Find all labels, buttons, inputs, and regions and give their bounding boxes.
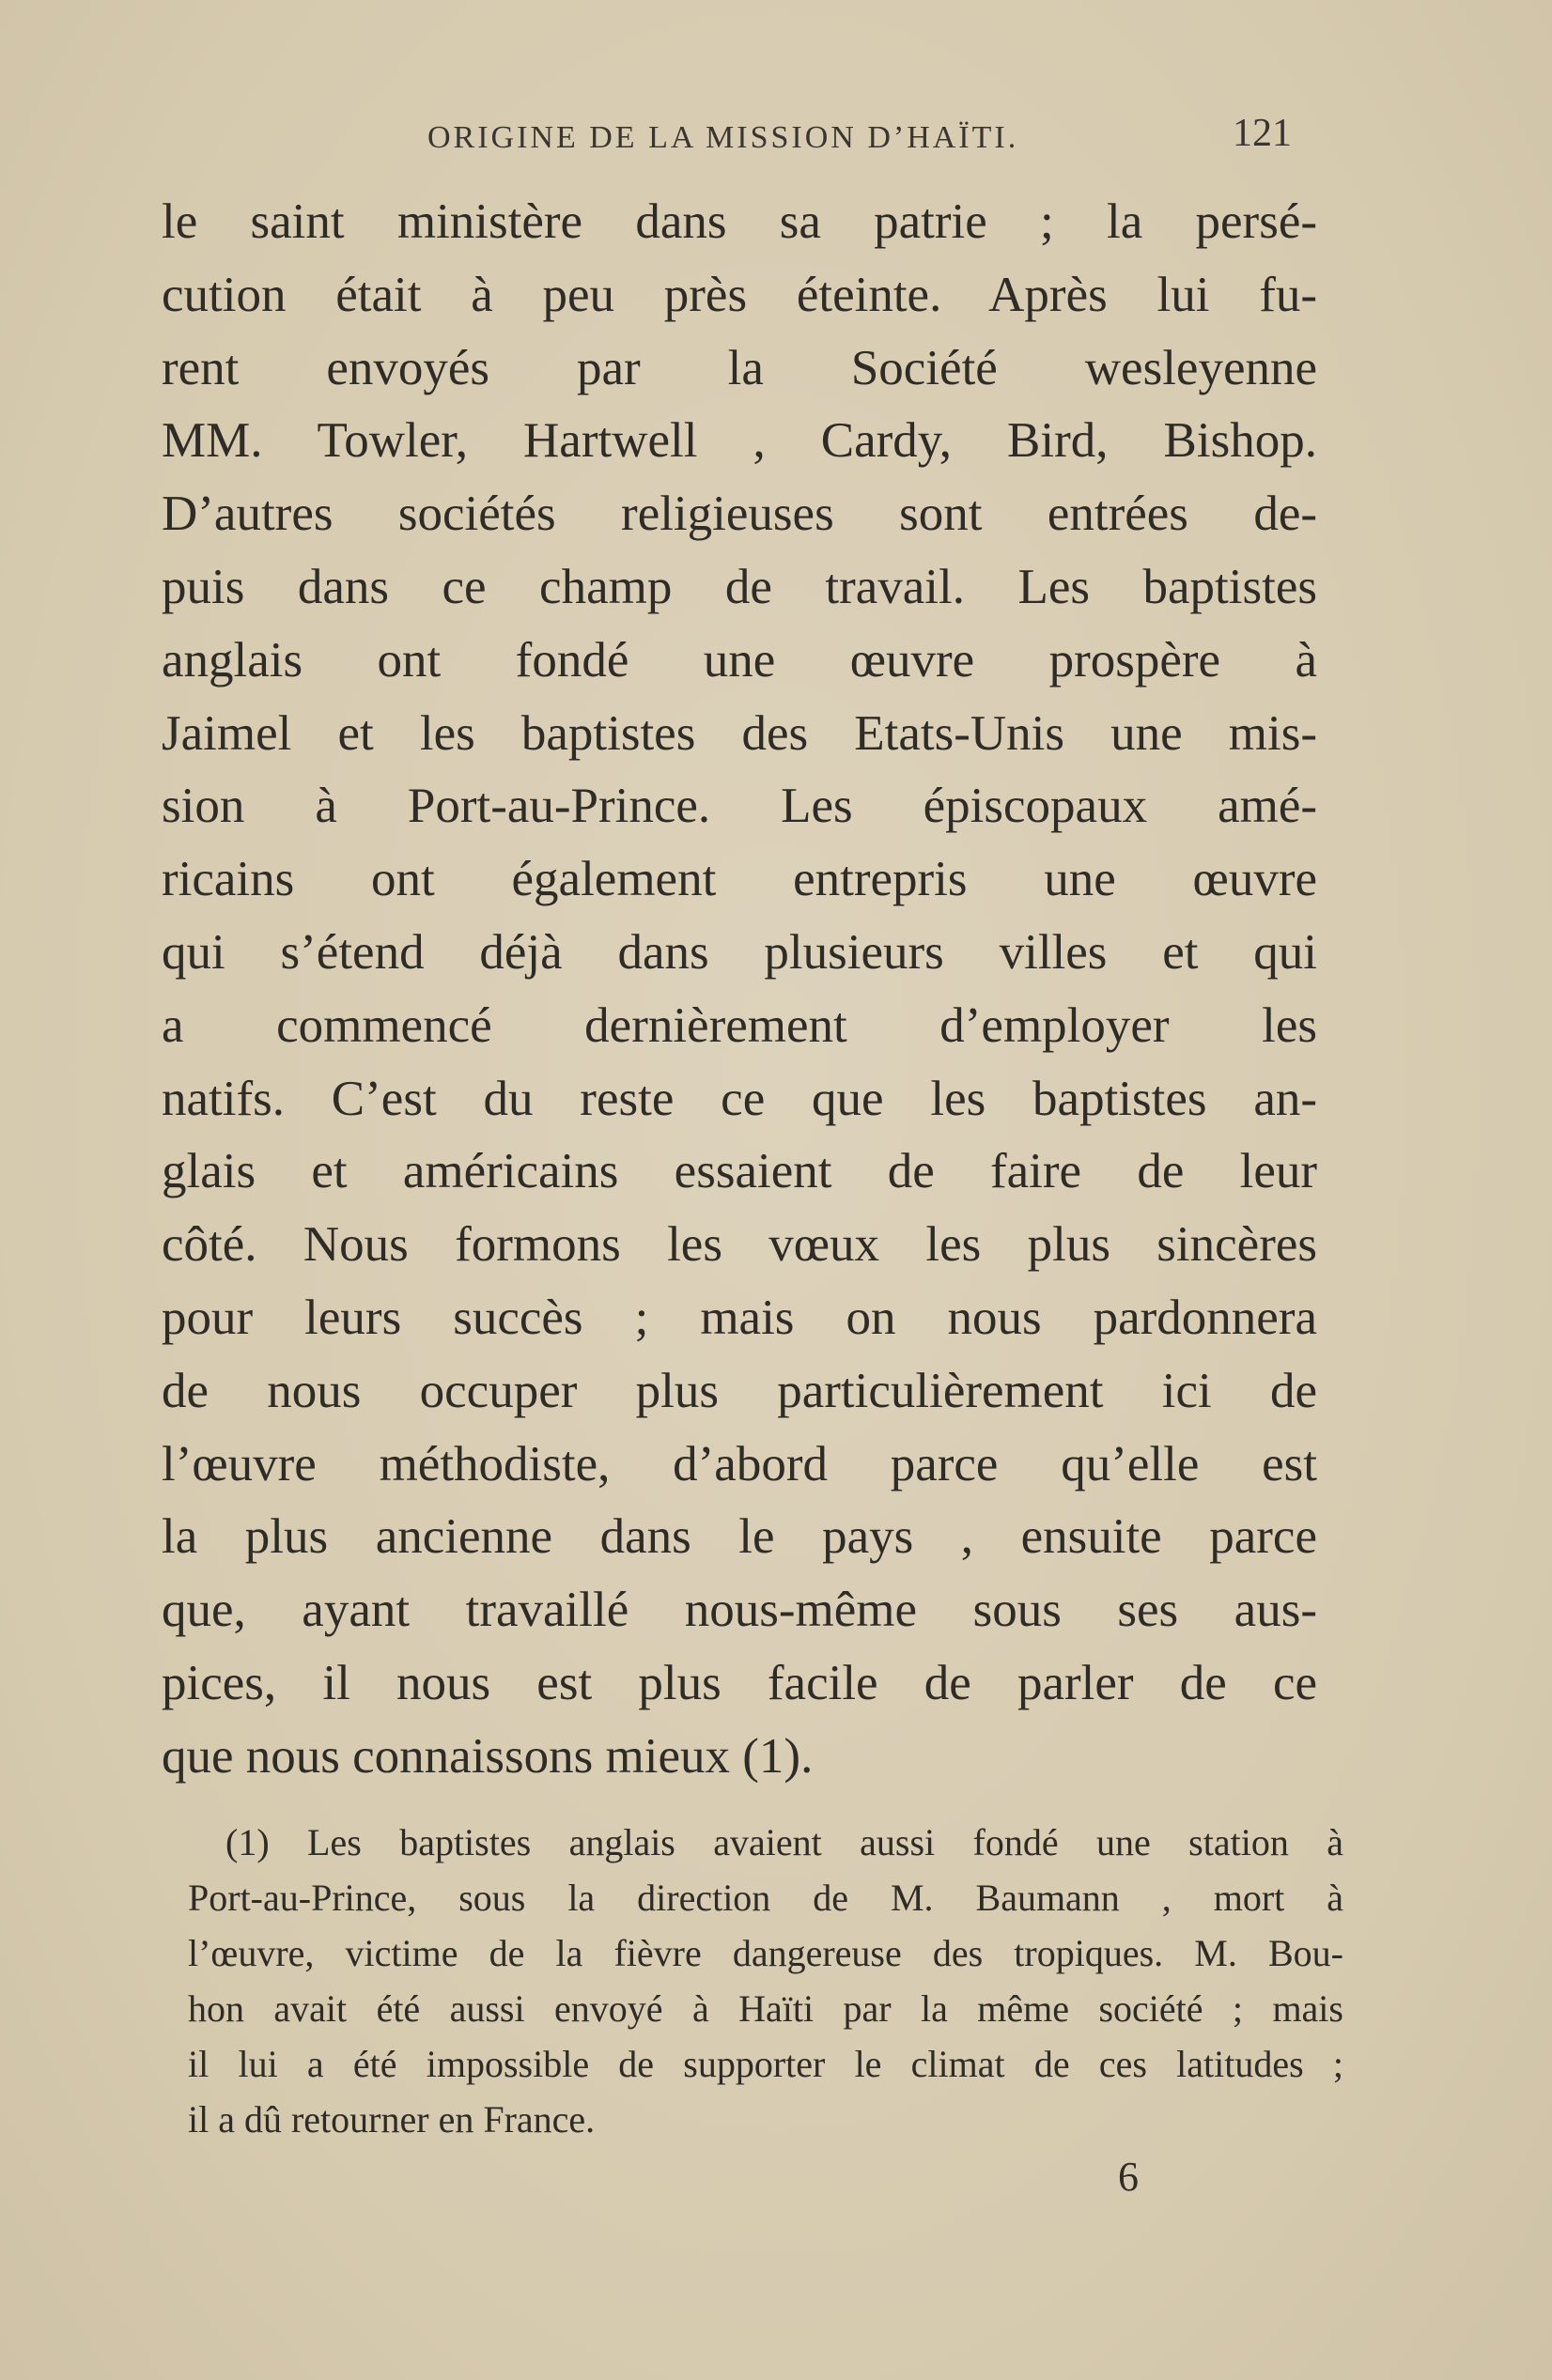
body-line: D’autres sociétés religieuses sont entrées de- (162, 487, 1317, 542)
body-line: de nous occuper plus particulièrement ici de (162, 1363, 1317, 1418)
body-line: pices, il nous est plus facile de parler de ce (162, 1655, 1317, 1710)
body-line: cution était à peu près éteinte. Après lui fu- (162, 267, 1317, 322)
footnote-line: (1) Les baptistes anglais avaient aussi fondé une station à (225, 1821, 1343, 1863)
body-line: que, ayant travaillé nous-même sous ses aus- (162, 1583, 1317, 1638)
body-line: puis dans ce champ de travail. Les baptistes (162, 559, 1317, 614)
body-line: natifs. C’est du reste ce que les baptistes an- (162, 1071, 1317, 1126)
body-line: anglais ont fondé une œuvre prospère à (162, 632, 1317, 688)
body-line: Jaimel et les baptistes des Etats-Unis une mis- (162, 705, 1317, 761)
page-number: 121 (1233, 112, 1292, 155)
body-line: pour leurs succès ; mais on nous pardonnera (162, 1290, 1317, 1345)
running-title: ORIGINE DE LA MISSION D’HAÏTI. (427, 120, 1019, 155)
body-line: ricains ont également entrepris une œuvre (162, 852, 1317, 907)
footnote-line: il lui a été impossible de supporter le climat de ces latitudes ; (188, 2043, 1343, 2085)
body-line: la plus ancienne dans le pays , ensuite parce (162, 1509, 1317, 1565)
body-line: glais et américains essaient de faire de leur (162, 1144, 1317, 1199)
footnote-line: l’œuvre, victime de la fièvre dangereuse des tropiques. M. Bou- (188, 1932, 1343, 1974)
signature-mark: 6 (1118, 2154, 1139, 2200)
body-line: a commencé dernièrement d’employer les (162, 997, 1317, 1053)
footnote-line: Port-au-Prince, sous la direction de M. Baumann , mort à (188, 1877, 1343, 1919)
footnote (188, 1815, 1343, 2147)
body-line: MM. Towler, Hartwell , Cardy, Bird, Bishop. (162, 413, 1317, 469)
body-line: côté. Nous formons les vœux les plus sincères (162, 1217, 1317, 1273)
body-line: qui s’étend déjà dans plusieurs villes et qui (162, 924, 1317, 980)
body-line: le saint ministère dans sa patrie ; la persé- (162, 194, 1317, 249)
footnote-line: hon avait été aussi envoyé à Haïti par la même société ; mais (188, 1987, 1343, 2030)
footnote-line: il a dû retourner en France. (188, 2098, 596, 2140)
body-text (162, 186, 1317, 1794)
body-line: l’œuvre méthodiste, d’abord parce qu’elle est (162, 1436, 1317, 1491)
body-line: que nous connaissons mieux (1). (162, 1728, 814, 1784)
body-line: rent envoyés par la Société wesleyenne (162, 340, 1317, 395)
body-line: sion à Port-au-Prince. Les épiscopaux amé- (162, 779, 1317, 834)
running-head (0, 111, 1552, 167)
